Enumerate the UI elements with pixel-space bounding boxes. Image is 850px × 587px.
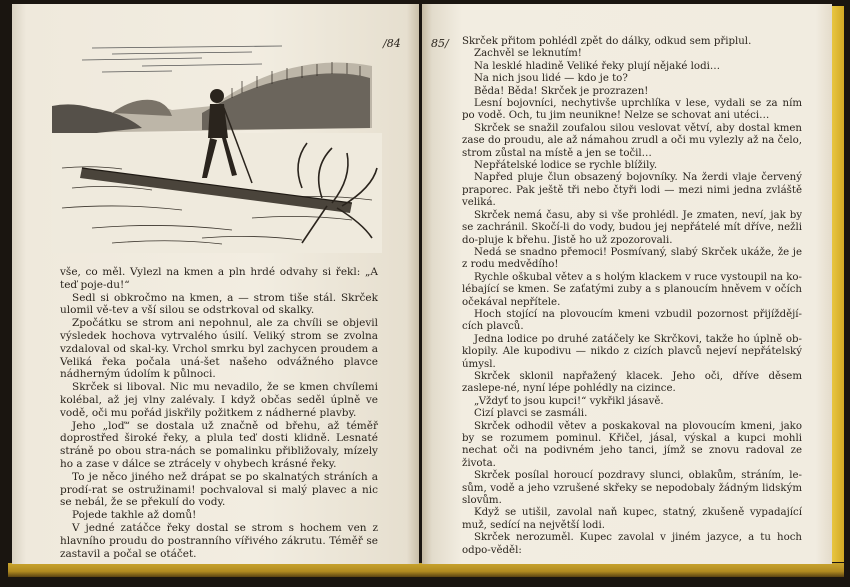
paragraph: Cizí plavci se zasmáli.: [474, 408, 588, 420]
page-edge-right: [832, 6, 844, 562]
page-edge-bottom: [8, 563, 844, 577]
paragraph: Běda! Běda! Skrček je prozrazen!: [474, 85, 649, 97]
paragraph: Napřed pluje člun obsazený bojovníky. Na žerdi vlaje červený praporec. Pak ještě tři nebo čtyři lodi — mezi nimi jedna zvláště veliká.: [462, 172, 802, 209]
right-page-number: 85/: [431, 37, 449, 50]
paragraph: Nedá se snadno přemoci! Posmívaný, slabý Skrček ukáže, že je z rodu medvědího!: [462, 246, 802, 271]
paragraph: Sedl si obkročmo na kmen, a — strom tiše stál. Skrček ulomil vě-tev a vší silou se odstrkoval od skalky.: [60, 291, 378, 317]
paragraph: Skrček nemá času, aby si vše prohlédl. Je zmaten, neví, jak by se zachránil. Skočí-li do vody, budou jej nepřátelé mít dříve, nežli do-pluje k břehu. Jistě ho už zpozorovali.: [462, 209, 802, 246]
paragraph: Skrček posílal horoucí pozdravy slunci, oblakům, stráním, le-sům, vodě a jeho vzrušené skřeky se nepodobaly žádným lidským slovům.: [462, 470, 802, 507]
paragraph: Skrček přitom pohlédl zpět do dálky, odkud sem připlul.: [462, 36, 752, 47]
paragraph: Skrček sklonil napřažený klacek. Jeho oči, dříve děsem zaslepe-né, nyní lépe pohlédly na cizince.: [462, 370, 802, 395]
paragraph: Jeho „loď“ se dostala už značně od břehu, až téměř doprostřed široké řeky, a plula teď dosti klidně. Lesnaté stráně po obou stra-nách se pomalinku přibližovaly, mízely ho a zase v dálce se ztrácely v ohybech krásné řeky.: [60, 419, 378, 470]
paragraph: Skrček odhodil větev a poskakoval na plovoucím kmeni, jako by se rozumem pominul. Křičel, jásal, výskal a kupci mohli nechat oči na podivném jeho tanci, jímž se znovu radoval ze života.: [462, 420, 802, 469]
paragraph: vše, co měl. Vylezl na kmen a pln hrdé odvahy si řekl: „A teď poje-du!“: [60, 266, 378, 291]
left-page-text: [60, 266, 378, 560]
paragraph: Když se utišil, zavolal naň kupec, statný, zkušeně vypadající muž, sedící na největší lodi.: [462, 507, 802, 531]
left-page: [12, 4, 419, 564]
paragraph: V jedné zatáčce řeky dostal se strom s hochem ven z hlavního proudu do postranního vířivého zákrutu. Téměř se zastavil a počal se otáčet.: [60, 521, 378, 560]
paragraph: Skrček se snažil zoufalou silou veslovat větví, aby dostal kmen zase do proudu, ale až námahou zrudl a oči mu vylezly až na čelo, strom zůstal na místě a jen se točil…: [462, 122, 802, 159]
paragraph: Hoch stojící na plovoucím kmeni vzbudil pozornost přijíždějí-cích plavců.: [462, 308, 802, 333]
paragraph: Skrček nerozuměl. Kupec zavolal v jiném jazyce, a tu hoch odpo-věděl:: [462, 532, 802, 556]
paragraph: „Vždyť to jsou kupci!“ vykřikl jásavě.: [474, 395, 664, 407]
paragraph: Na nich jsou lidé — kdo je to?: [474, 73, 628, 85]
paragraph: Skrček si liboval. Nic mu nevadilo, že se kmen chvílemi kolébal, až jej vlny zalévaly. I když občas seděl úplně ve vodě, oči mu pořád jiskřily požitkem z nádherné plavby.: [60, 381, 378, 419]
paragraph: Zachvěl se leknutím!: [474, 48, 582, 60]
paragraph: Zpočátku se strom ani nepohnul, ale za chvíli se objevil výsledek hochova vytrvalého úsilí. Veliký strom se zvolna vzdaloval od skal-ky. Vrchol smrku byl zachycen proudem a Veliká řeka počala uná-šet našeho odvážného plavce nádherným údolím k půlnoci.: [60, 317, 378, 381]
paragraph: Nepřátelské lodice se rychle blížily.: [474, 160, 658, 172]
river-illustration: [52, 38, 382, 253]
right-page-text: [462, 36, 802, 557]
paragraph: Pojede takhle až domů!: [72, 509, 197, 522]
paragraph: To je něco jiného než drápat se po skalnatých stráních a prodí-rat se ostružinami! pochvaloval si malý plavec a nic se nebál, že se překulí do vody.: [60, 470, 378, 509]
right-page: [422, 4, 832, 564]
paragraph: Jedna lodice po druhé zatáčely ke Skrčkovi, takže ho úplně ob-klopily. Ale kupodivu — nikdo z cizích plavců nejeví nepřátelský úmysl.: [462, 333, 802, 370]
paragraph: Na lesklé hladině Veliké řeky plují nějaké lodi…: [474, 60, 721, 72]
paragraph: Rychle oškubal větev a s holým klackem v ruce vystoupil na ko-lébající se kmen. Se zaťatými zuby a s planoucím hněvem v očích očekával nepřítele.: [462, 271, 802, 308]
paragraph: Lesní bojovníci, nechytivše uprchlíka v lese, vydali se za ním po vodě. Och, tu jim neunikne! Nelze se schovat ani utéci…: [462, 98, 802, 122]
left-page-number: /84: [383, 37, 401, 50]
